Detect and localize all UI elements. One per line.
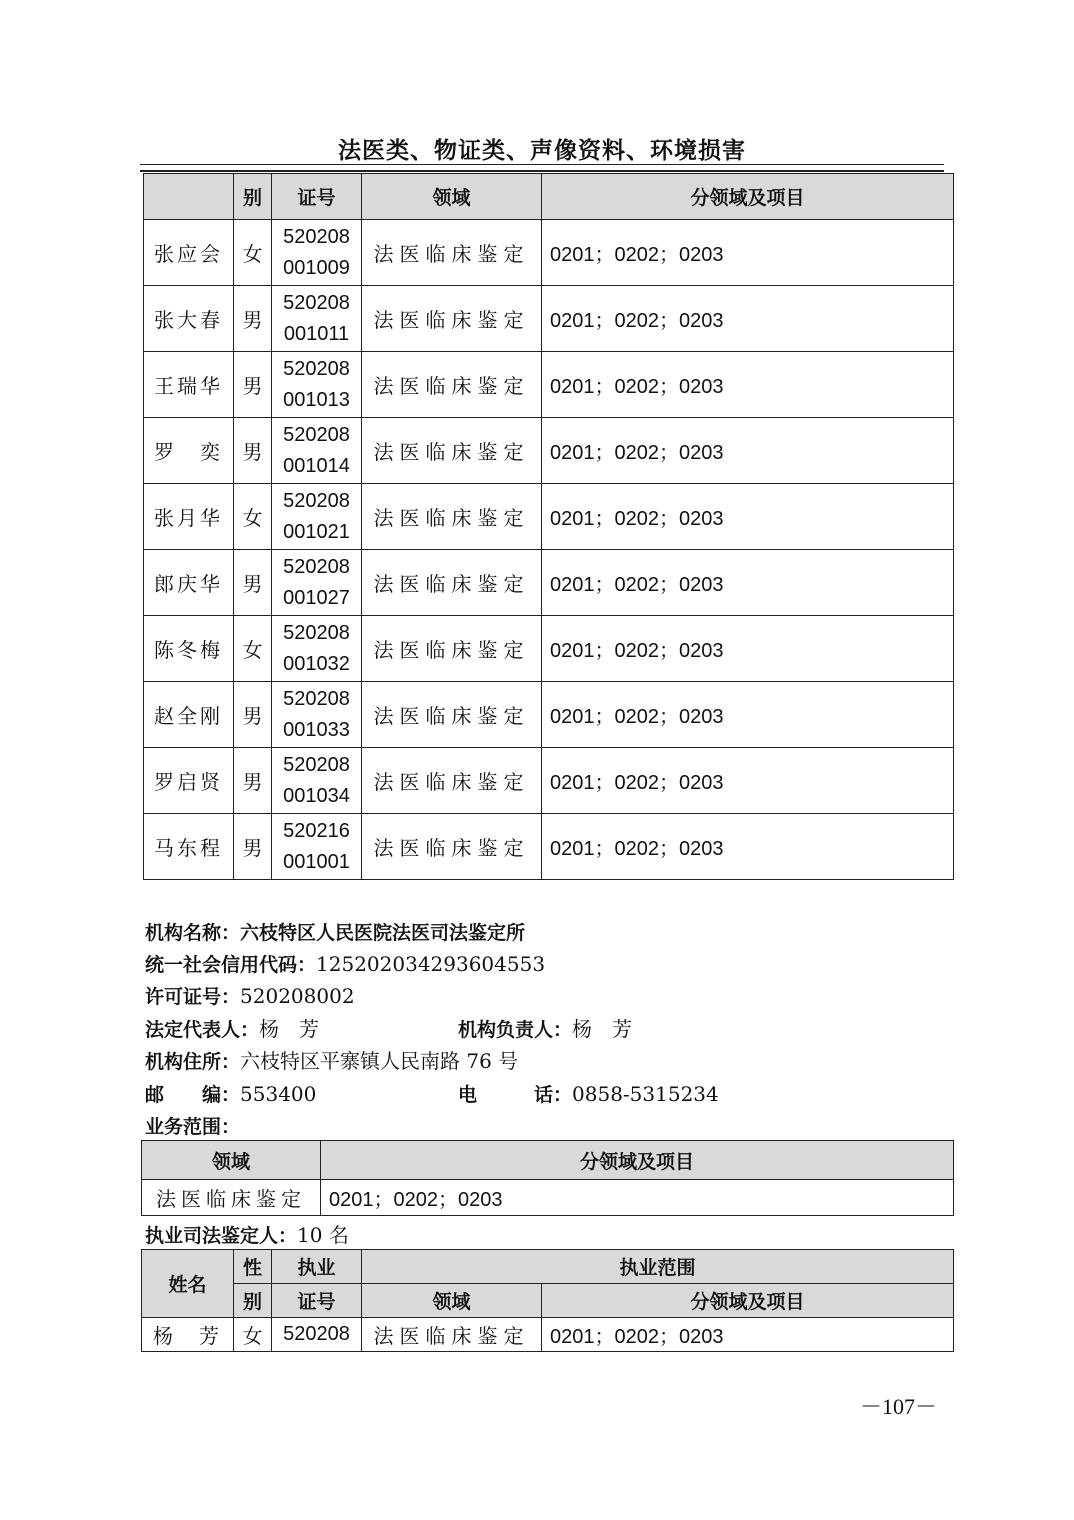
appraiser-name: 张大春 — [144, 286, 234, 352]
org-name-value: 六枝特区人民医院法医司法鉴定所 — [240, 922, 526, 944]
page-number: －107－ — [860, 1394, 938, 1419]
org-name-line — [145, 916, 525, 949]
appraiser-count-label: 执业司法鉴定人： — [145, 1225, 298, 1247]
cert-line-2: 001021 — [283, 520, 350, 543]
appraiser-sex: 男 — [234, 814, 272, 880]
appraiser-name: 陈冬梅 — [144, 616, 234, 682]
appraiser-name: 马东程 — [144, 814, 234, 880]
table-row — [144, 352, 954, 418]
col-header-subfield: 分领域及项目 — [542, 174, 954, 220]
appraiser-name: 王瑞华 — [144, 352, 234, 418]
org-head-line — [458, 1013, 632, 1046]
appraiser-name: 张应会 — [144, 220, 234, 286]
header-rule — [140, 164, 944, 165]
appraiser-cert — [272, 220, 362, 286]
org-name-label: 机构名称： — [145, 922, 241, 944]
appraiser-cert — [272, 484, 362, 550]
cert-line-1: 520208 — [283, 555, 350, 578]
cert-line-2: 001009 — [283, 256, 350, 279]
appraiser-field: 法医临床鉴定 — [362, 748, 542, 814]
t3-col-sex-2: 别 — [234, 1284, 272, 1318]
org-head-value: 杨 芳 — [572, 1017, 633, 1041]
appraiser-field: 法医临床鉴定 — [362, 814, 542, 880]
page-header-title: 法医类、物证类、声像资料、环境损害 — [338, 137, 746, 164]
t3-col-field: 领域 — [362, 1284, 542, 1318]
scope-label: 业务范围： — [145, 1116, 241, 1138]
scope-field-value: 法医临床鉴定 — [142, 1180, 321, 1216]
t3-col-subfield: 分领域及项目 — [542, 1284, 954, 1318]
table-row — [144, 814, 954, 880]
appraiser-cert — [272, 616, 362, 682]
appraiser-table-continued — [143, 173, 954, 880]
t3-row-subfield: 0201；0202；0203 — [542, 1318, 954, 1352]
cert-line-1: 520208 — [283, 621, 350, 644]
t3-row-field: 法医临床鉴定 — [362, 1318, 542, 1352]
phone-value: 0858-5315234 — [572, 1082, 719, 1106]
t3-row-name: 杨 芳 — [142, 1318, 234, 1352]
appraiser-table — [141, 1249, 954, 1352]
table-row — [144, 220, 954, 286]
appraiser-count-value: 10 名 — [297, 1223, 349, 1247]
t3-col-scope: 执业范围 — [362, 1250, 954, 1284]
appraiser-name: 赵全刚 — [144, 682, 234, 748]
col-header-field: 领域 — [362, 174, 542, 220]
credit-code-value: 125202034293604553 — [316, 952, 546, 976]
appraiser-field: 法医临床鉴定 — [362, 682, 542, 748]
appraiser-field: 法医临床鉴定 — [362, 550, 542, 616]
license-label: 许可证号： — [145, 986, 241, 1008]
phone-label: 电 话： — [458, 1084, 573, 1106]
t3-col-cert-1: 执业 — [272, 1250, 362, 1284]
cert-line-1: 520216 — [283, 819, 350, 842]
cert-line-2: 001001 — [283, 850, 350, 873]
appraiser-field: 法医临床鉴定 — [362, 418, 542, 484]
appraiser-name: 郎庆华 — [144, 550, 234, 616]
postcode-label: 邮 编： — [145, 1084, 241, 1106]
t3-row-cert: 520208 — [272, 1318, 362, 1352]
cert-line-1: 520208 — [283, 687, 350, 710]
scope-col-subfield: 分领域及项目 — [321, 1141, 954, 1180]
appraiser-sex: 男 — [234, 682, 272, 748]
appraiser-subfield: 0201；0202；0203 — [542, 748, 954, 814]
appraiser-field: 法医临床鉴定 — [362, 352, 542, 418]
appraiser-cert — [272, 418, 362, 484]
t3-col-sex-1: 性 — [234, 1250, 272, 1284]
appraiser-field: 法医临床鉴定 — [362, 484, 542, 550]
appraiser-subfield: 0201；0202；0203 — [542, 682, 954, 748]
cert-line-2: 001034 — [283, 784, 350, 807]
cert-line-1: 520208 — [283, 423, 350, 446]
appraiser-sex: 女 — [234, 220, 272, 286]
license-value: 520208002 — [240, 984, 355, 1008]
appraiser-sex: 男 — [234, 418, 272, 484]
appraiser-cert — [272, 550, 362, 616]
appraiser-sex: 男 — [234, 748, 272, 814]
col-header-cert: 证号 — [272, 174, 362, 220]
legal-rep-value: 杨 芳 — [259, 1017, 320, 1041]
appraiser-sex: 男 — [234, 550, 272, 616]
appraiser-cert — [272, 352, 362, 418]
appraiser-sex: 女 — [234, 616, 272, 682]
cert-line-1: 520208 — [283, 753, 350, 776]
postcode-line — [145, 1078, 316, 1111]
address-label: 机构住所： — [145, 1051, 241, 1073]
scope-subfield-value: 0201；0202；0203 — [321, 1180, 954, 1216]
credit-code-label: 统一社会信用代码： — [145, 954, 317, 976]
table-row — [144, 682, 954, 748]
legal-rep-label: 法定代表人： — [145, 1019, 260, 1041]
cert-line-2: 001011 — [283, 322, 350, 345]
appraiser-cert — [272, 814, 362, 880]
cert-line-1: 520208 — [283, 225, 350, 248]
address-value: 六枝特区平寨镇人民南路 76 号 — [240, 1049, 519, 1073]
appraiser-count-line — [145, 1219, 349, 1252]
appraiser-subfield: 0201；0202；0203 — [542, 418, 954, 484]
t3-col-cert-2: 证号 — [272, 1284, 362, 1318]
col-header-name — [144, 174, 234, 220]
table-row — [144, 550, 954, 616]
appraiser-subfield: 0201；0202；0203 — [542, 484, 954, 550]
appraiser-subfield: 0201；0202；0203 — [542, 286, 954, 352]
license-line — [145, 980, 355, 1013]
appraiser-sex: 男 — [234, 286, 272, 352]
appraiser-sex: 女 — [234, 484, 272, 550]
cert-line-1: 520208 — [283, 291, 350, 314]
appraiser-subfield: 0201；0202；0203 — [542, 550, 954, 616]
appraiser-subfield: 0201；0202；0203 — [542, 352, 954, 418]
scope-col-field: 领域 — [142, 1141, 321, 1180]
appraiser-name: 张月华 — [144, 484, 234, 550]
table-row — [144, 286, 954, 352]
header-rule-thick — [140, 170, 944, 172]
appraiser-name: 罗 奕 — [144, 418, 234, 484]
t3-col-name: 姓名 — [142, 1250, 234, 1318]
cert-line-2: 001027 — [283, 586, 350, 609]
cert-line-2: 001032 — [283, 652, 350, 675]
phone-line — [458, 1078, 719, 1111]
legal-rep-line — [145, 1013, 319, 1046]
table-row — [144, 616, 954, 682]
col-header-sex: 别 — [234, 174, 272, 220]
appraiser-subfield: 0201；0202；0203 — [542, 220, 954, 286]
cert-line-2: 001033 — [283, 718, 350, 741]
appraiser-subfield: 0201；0202；0203 — [542, 616, 954, 682]
t3-row-sex: 女 — [234, 1318, 272, 1352]
appraiser-cert — [272, 682, 362, 748]
cert-line-1: 520208 — [283, 357, 350, 380]
cert-line-2: 001013 — [283, 388, 350, 411]
cert-line-1: 520208 — [283, 489, 350, 512]
scope-table — [141, 1140, 954, 1216]
appraiser-cert — [272, 286, 362, 352]
appraiser-field: 法医临床鉴定 — [362, 286, 542, 352]
credit-code-line — [145, 948, 545, 981]
address-line — [145, 1045, 518, 1078]
appraiser-field: 法医临床鉴定 — [362, 220, 542, 286]
appraiser-field: 法医临床鉴定 — [362, 616, 542, 682]
appraiser-subfield: 0201；0202；0203 — [542, 814, 954, 880]
postcode-value: 553400 — [240, 1082, 317, 1106]
table-row — [144, 484, 954, 550]
table-row — [144, 748, 954, 814]
table-row — [144, 418, 954, 484]
appraiser-sex: 男 — [234, 352, 272, 418]
appraiser-name: 罗启贤 — [144, 748, 234, 814]
org-head-label: 机构负责人： — [458, 1019, 573, 1041]
cert-line-2: 001014 — [283, 454, 350, 477]
appraiser-cert — [272, 748, 362, 814]
scope-line — [145, 1110, 240, 1143]
